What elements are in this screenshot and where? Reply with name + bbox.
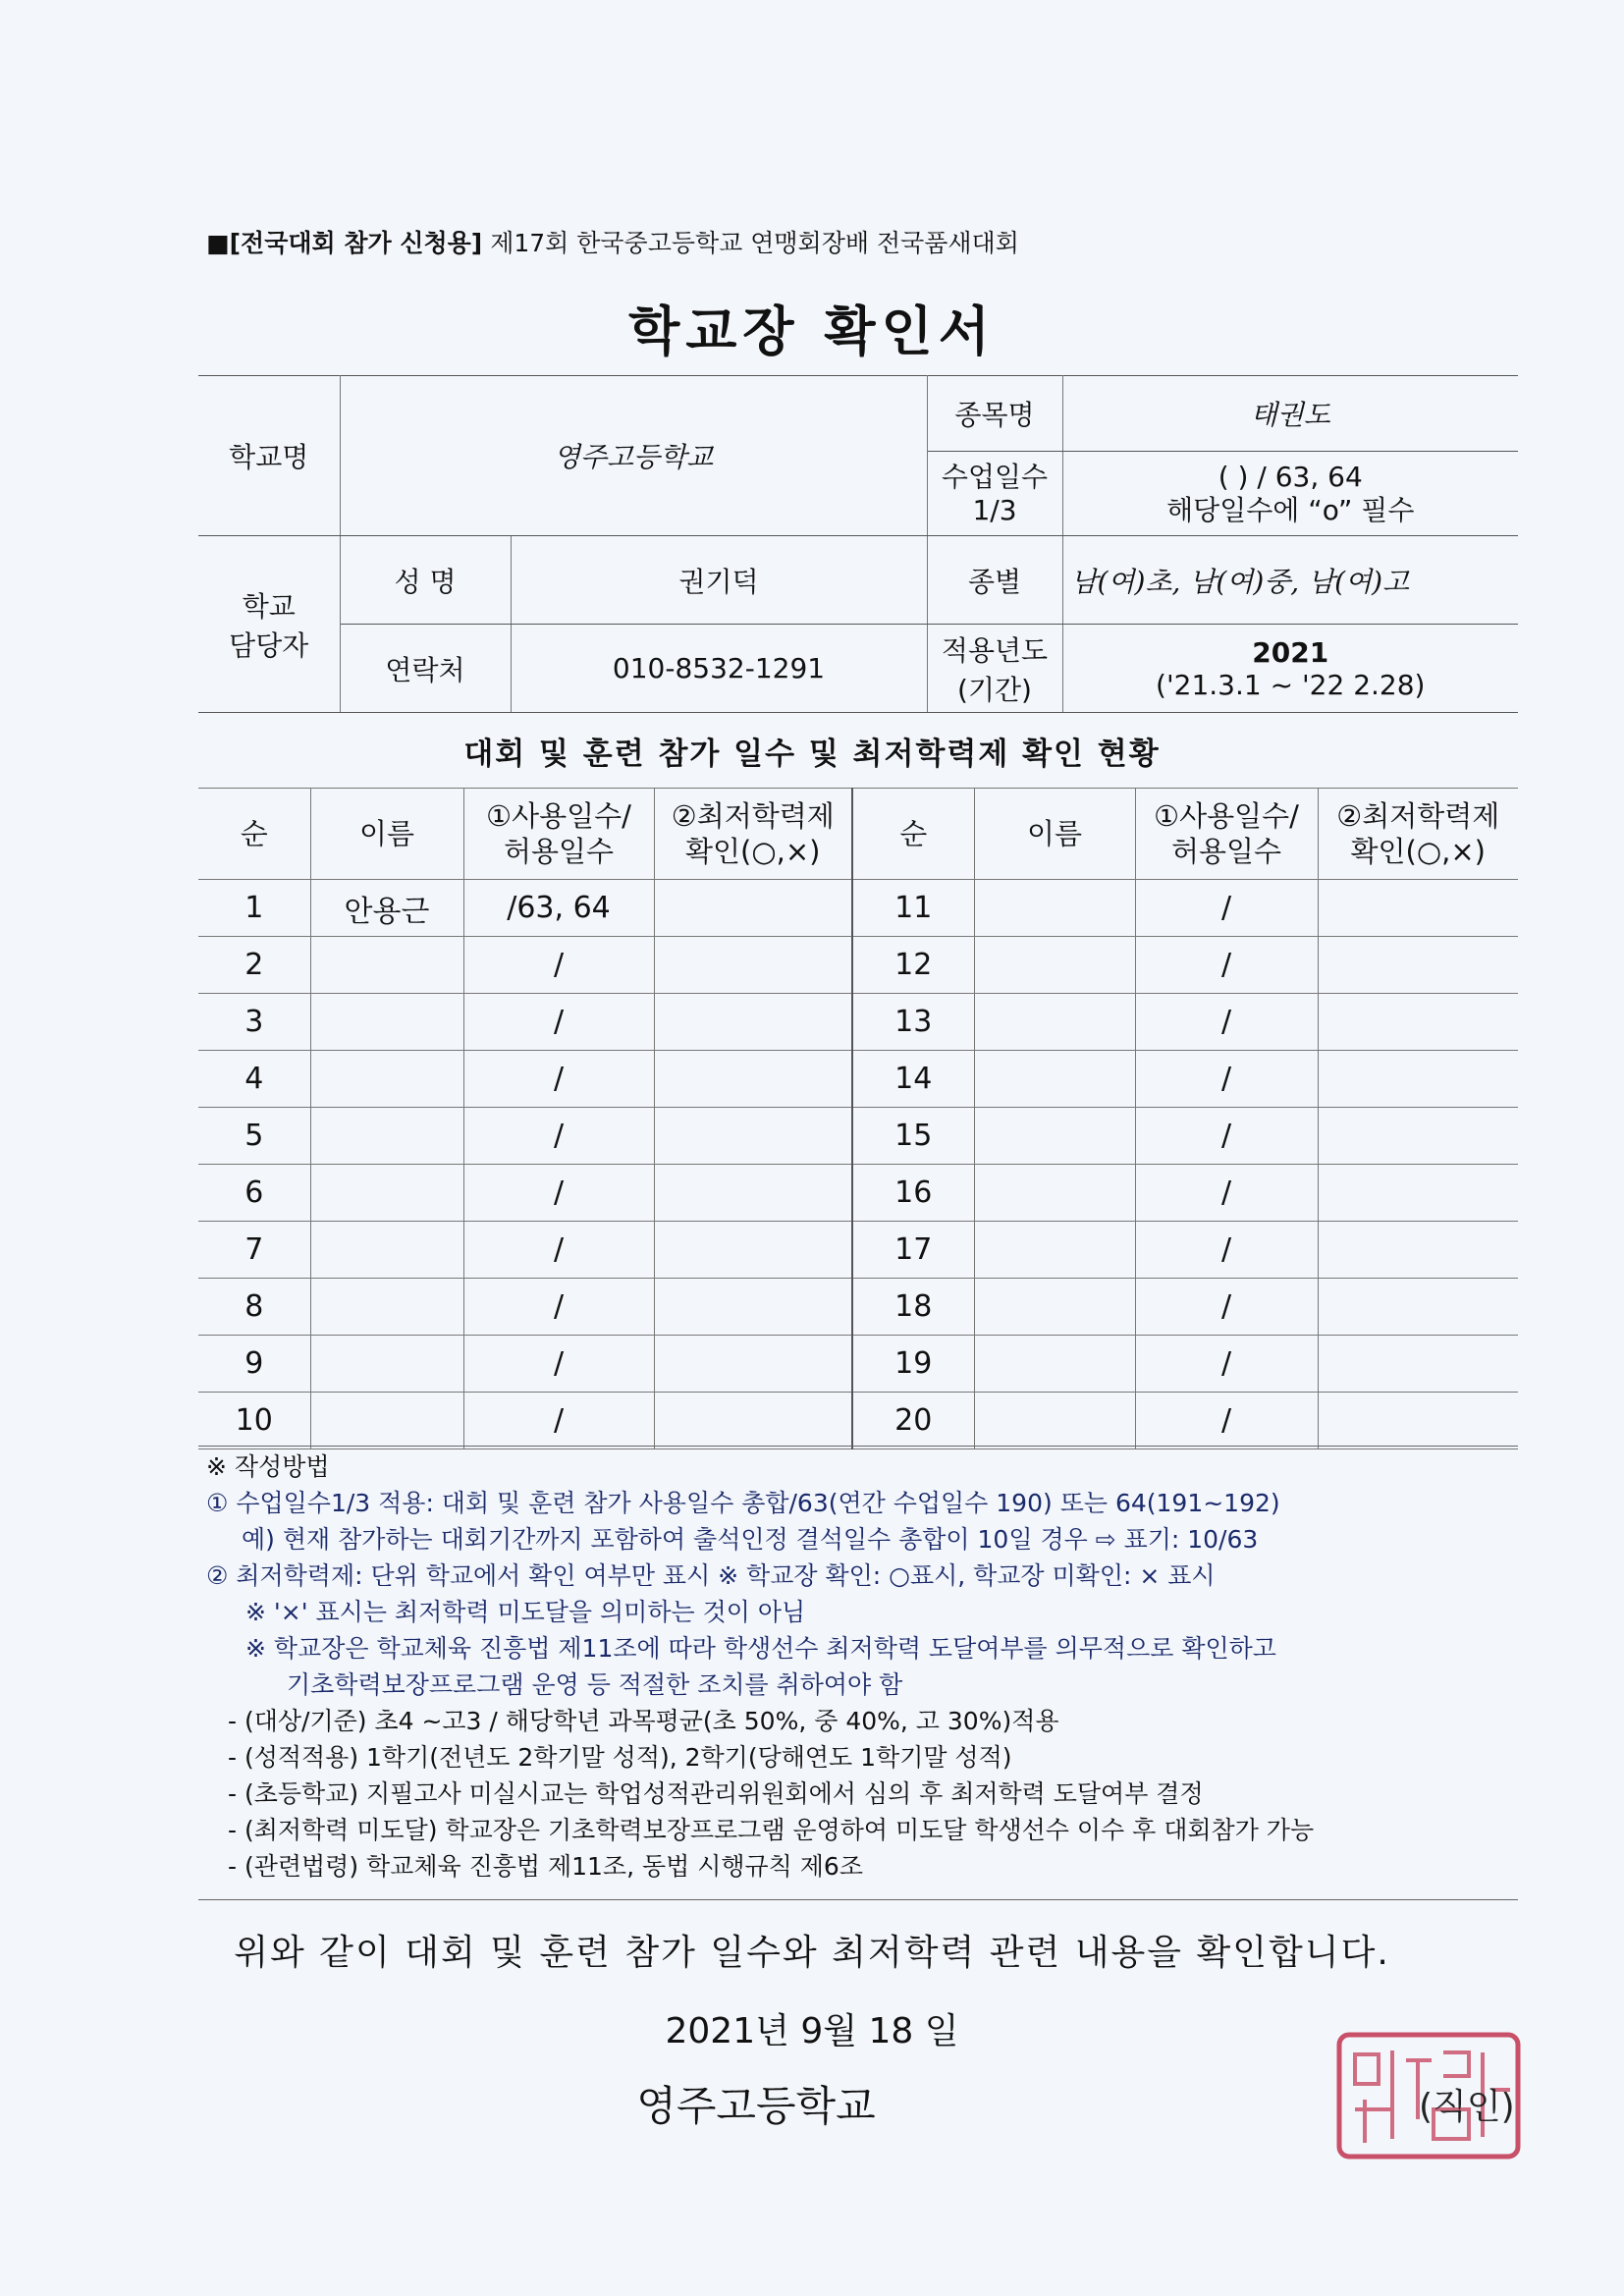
- manager-label-2: 담당자: [229, 629, 309, 662]
- gender-value: 남(여)초, 남(여)중, 남(여)고: [1062, 536, 1518, 625]
- header-no: 순: [198, 789, 310, 880]
- name-label: 성 명: [340, 536, 511, 625]
- contact-value: 010-8532-1291: [511, 625, 927, 713]
- header-event: 제17회 한국중고등학교 연맹회장배 전국품새대회: [490, 229, 1019, 257]
- cell-no-right: 18: [852, 1279, 974, 1336]
- header-check: [654, 789, 852, 880]
- cell-no-left: 8: [198, 1279, 310, 1336]
- cell-name-right: [974, 994, 1135, 1051]
- cell-check-left: [654, 1336, 852, 1393]
- cell-name-left: 안용근: [310, 880, 463, 937]
- table-row: [198, 1165, 1518, 1222]
- note-1-example: 예) 현재 참가하는 대회기간까지 포함하여 출석인정 결석일수 총합이 10일 경우 ⇨ 표기: 10/63: [242, 1525, 1259, 1554]
- table-row: [198, 1393, 1518, 1449]
- cell-no-right: 19: [852, 1336, 974, 1393]
- cell-check-left: [654, 1279, 852, 1336]
- header-days-right-2: 허용일수: [1170, 835, 1282, 868]
- cell-name-right: [974, 1222, 1135, 1279]
- header-check-right-1: ②최저학력제: [1336, 799, 1500, 833]
- cell-days-left: /: [463, 1336, 654, 1393]
- cell-days-left: /: [463, 994, 654, 1051]
- gender-label: 종별: [927, 536, 1062, 625]
- year-label: [927, 625, 1062, 713]
- cell-no-left: 7: [198, 1222, 310, 1279]
- contact-label: 연락처: [340, 625, 511, 713]
- cell-no-right: 17: [852, 1222, 974, 1279]
- header-check-right-2: 확인(○,×): [1350, 835, 1486, 868]
- header-check-2: 확인(○,×): [685, 835, 821, 868]
- manager-label-1: 학교: [242, 589, 296, 623]
- cell-check-left: [654, 1165, 852, 1222]
- cell-days-left: /: [463, 1165, 654, 1222]
- school-name-value: 영주고등학교: [340, 376, 927, 536]
- cell-check-right: [1318, 937, 1518, 994]
- info-table: [198, 375, 1518, 713]
- cell-check-left: [654, 1051, 852, 1108]
- document-title: 학교장 확인서: [628, 301, 996, 362]
- class-days-value: ( ) / 63, 64: [1218, 460, 1363, 493]
- sport-label: 종목명: [927, 376, 1062, 452]
- cell-days-left: /: [463, 1108, 654, 1165]
- class-days-label-2: 1/3: [972, 493, 1017, 526]
- detail-4: - (최저학력 미도달) 학교장은 기초학력보장프로그램 운영하여 미도달 학생선수 이수 후 대회참가 가능: [228, 1816, 1315, 1844]
- table-row: [198, 937, 1518, 994]
- cell-name-left: [310, 937, 463, 994]
- cell-check-left: [654, 1222, 852, 1279]
- table-row: [198, 1051, 1518, 1108]
- cell-days-right: /: [1135, 1393, 1318, 1449]
- table-row: [198, 1279, 1518, 1336]
- detail-2: - (성적적용) 1학기(전년도 2학기말 성적), 2학기(당해연도 1학기말 성적): [228, 1743, 1012, 1772]
- cell-days-right: /: [1135, 1108, 1318, 1165]
- notes-section: [206, 1449, 1522, 1885]
- year-label-2: (기간): [957, 673, 1032, 706]
- cell-name-right: [974, 1336, 1135, 1393]
- cell-check-right: [1318, 1051, 1518, 1108]
- cell-no-left: 6: [198, 1165, 310, 1222]
- header-category: [전국대회 참가 신청용]: [229, 229, 483, 257]
- sport-value: 태권도: [1062, 376, 1518, 452]
- cell-check-right: [1318, 1336, 1518, 1393]
- note-2-b: ※ 학교장은 학교체육 진흥법 제11조에 따라 학생선수 최저학력 도달여부를 의무적으로 확인하고: [245, 1634, 1276, 1663]
- header-name: 이름: [310, 789, 463, 880]
- note-2-b2: 기초학력보장프로그램 운영 등 적절한 조치를 취하여야 함: [287, 1670, 903, 1699]
- note-2: ② 최저학력제: 단위 학교에서 확인 여부만 표시 ※ 학교장 확인: ○표시, 학교장 미확인: × 표시: [206, 1561, 1216, 1590]
- class-days-note: 해당일수에 “o” 필수: [1166, 493, 1415, 526]
- cell-no-left: 2: [198, 937, 310, 994]
- cell-no-left: 9: [198, 1336, 310, 1393]
- cell-name-left: [310, 1279, 463, 1336]
- header-mark: ■: [206, 229, 230, 257]
- year-cell: [1062, 625, 1518, 713]
- cell-no-right: 12: [852, 937, 974, 994]
- cell-days-right: /: [1135, 1222, 1318, 1279]
- header-check-1: ②최저학력제: [671, 799, 835, 833]
- cell-no-left: 5: [198, 1108, 310, 1165]
- detail-1: - (대상/기준) 초4 ~고3 / 해당학년 과목평균(초 50%, 중 40%, 고 30%)적용: [228, 1707, 1059, 1735]
- cell-no-right: 14: [852, 1051, 974, 1108]
- class-days-label-1: 수업일수: [941, 460, 1049, 493]
- detail-3: - (초등학교) 지필고사 미실시교는 학업성적관리위원회에서 심의 후 최저학력 도달여부 결정: [228, 1779, 1204, 1808]
- cell-name-left: [310, 1222, 463, 1279]
- cell-name-right: [974, 1279, 1135, 1336]
- cell-days-right: /: [1135, 937, 1318, 994]
- cell-no-left: 1: [198, 880, 310, 937]
- header-days: [463, 789, 654, 880]
- period-value: ('21.3.1 ~ '22 2.28): [1156, 668, 1426, 701]
- table-row: [198, 1108, 1518, 1165]
- header-days-right-1: ①사용일수/: [1154, 799, 1299, 833]
- cell-no-left: 3: [198, 994, 310, 1051]
- header-name-right: 이름: [974, 789, 1135, 880]
- cell-days-left: /: [463, 937, 654, 994]
- cell-check-right: [1318, 1108, 1518, 1165]
- cell-check-right: [1318, 1222, 1518, 1279]
- notes-heading: ※ 작성방법: [206, 1452, 330, 1481]
- header-line: [206, 224, 1019, 259]
- cell-no-right: 16: [852, 1165, 974, 1222]
- table-row: [198, 880, 1518, 937]
- cell-days-left: /63, 64: [463, 880, 654, 937]
- table-row: [198, 1222, 1518, 1279]
- divider-top: [198, 1446, 1518, 1447]
- name-value: 권기덕: [511, 536, 927, 625]
- cell-no-left: 4: [198, 1051, 310, 1108]
- manager-label: [198, 536, 340, 713]
- year-value: 2021: [1252, 635, 1329, 669]
- cell-days-right: /: [1135, 1165, 1318, 1222]
- cell-name-left: [310, 1393, 463, 1449]
- cell-check-right: [1318, 994, 1518, 1051]
- cell-days-right: /: [1135, 994, 1318, 1051]
- cell-check-left: [654, 880, 852, 937]
- cell-name-right: [974, 1108, 1135, 1165]
- cell-name-right: [974, 1393, 1135, 1449]
- signature-school: 영주고등학교: [636, 2082, 876, 2130]
- status-table: [198, 788, 1518, 1449]
- cell-no-right: 20: [852, 1393, 974, 1449]
- table-header-row: [198, 789, 1518, 880]
- status-title: 대회 및 훈련 참가 일수 및 최저학력제 확인 현황: [463, 737, 1161, 772]
- cell-name-left: [310, 1165, 463, 1222]
- cell-name-left: [310, 1051, 463, 1108]
- cell-days-left: /: [463, 1222, 654, 1279]
- cell-days-left: /: [463, 1279, 654, 1336]
- year-label-1: 적용년도: [941, 633, 1049, 667]
- seal-label: (직인): [1419, 2087, 1515, 2127]
- confirmation-statement: 위와 같이 대회 및 훈련 참가 일수와 최저학력 관련 내용을 확인합니다.: [234, 1933, 1390, 1973]
- cell-days-right: /: [1135, 1336, 1318, 1393]
- cell-no-right: 11: [852, 880, 974, 937]
- cell-check-right: [1318, 1279, 1518, 1336]
- cell-name-left: [310, 994, 463, 1051]
- cell-check-left: [654, 1108, 852, 1165]
- cell-days-left: /: [463, 1051, 654, 1108]
- cell-check-left: [654, 937, 852, 994]
- cell-name-right: [974, 1051, 1135, 1108]
- cell-days-left: /: [463, 1393, 654, 1449]
- cell-no-left: 10: [198, 1393, 310, 1449]
- cell-check-left: [654, 994, 852, 1051]
- header-days-1: ①사용일수/: [486, 799, 631, 833]
- header-days-right: [1135, 789, 1318, 880]
- class-days-label: [927, 452, 1062, 536]
- cell-name-right: [974, 1165, 1135, 1222]
- cell-name-left: [310, 1108, 463, 1165]
- header-check-right: [1318, 789, 1518, 880]
- cell-days-right: /: [1135, 1051, 1318, 1108]
- detail-5: - (관련법령) 학교체육 진흥법 제11조, 동법 시행규칙 제6조: [228, 1852, 863, 1881]
- note-2-a: ※ '×' 표시는 최저학력 미도달을 의미하는 것이 아님: [245, 1598, 806, 1626]
- signature-date: 2021년 9월 18 일: [665, 2011, 959, 2051]
- cell-check-right: [1318, 880, 1518, 937]
- divider-bottom: [198, 1899, 1518, 1900]
- table-row: [198, 994, 1518, 1051]
- cell-check-left: [654, 1393, 852, 1449]
- header-no-right: 순: [852, 789, 974, 880]
- cell-name-right: [974, 937, 1135, 994]
- note-1: ① 수업일수1/3 적용: 대회 및 훈련 참가 사용일수 총합/63(연간 수업일수 190) 또는 64(191~192): [206, 1489, 1280, 1517]
- table-row: [198, 1336, 1518, 1393]
- cell-name-left: [310, 1336, 463, 1393]
- cell-no-right: 15: [852, 1108, 974, 1165]
- cell-no-right: 13: [852, 994, 974, 1051]
- cell-check-right: [1318, 1165, 1518, 1222]
- cell-days-right: /: [1135, 880, 1318, 937]
- cell-check-right: [1318, 1393, 1518, 1449]
- class-days-cell: [1062, 452, 1518, 536]
- cell-name-right: [974, 880, 1135, 937]
- cell-days-right: /: [1135, 1279, 1318, 1336]
- school-name-label: 학교명: [198, 376, 340, 536]
- header-days-2: 허용일수: [503, 835, 615, 868]
